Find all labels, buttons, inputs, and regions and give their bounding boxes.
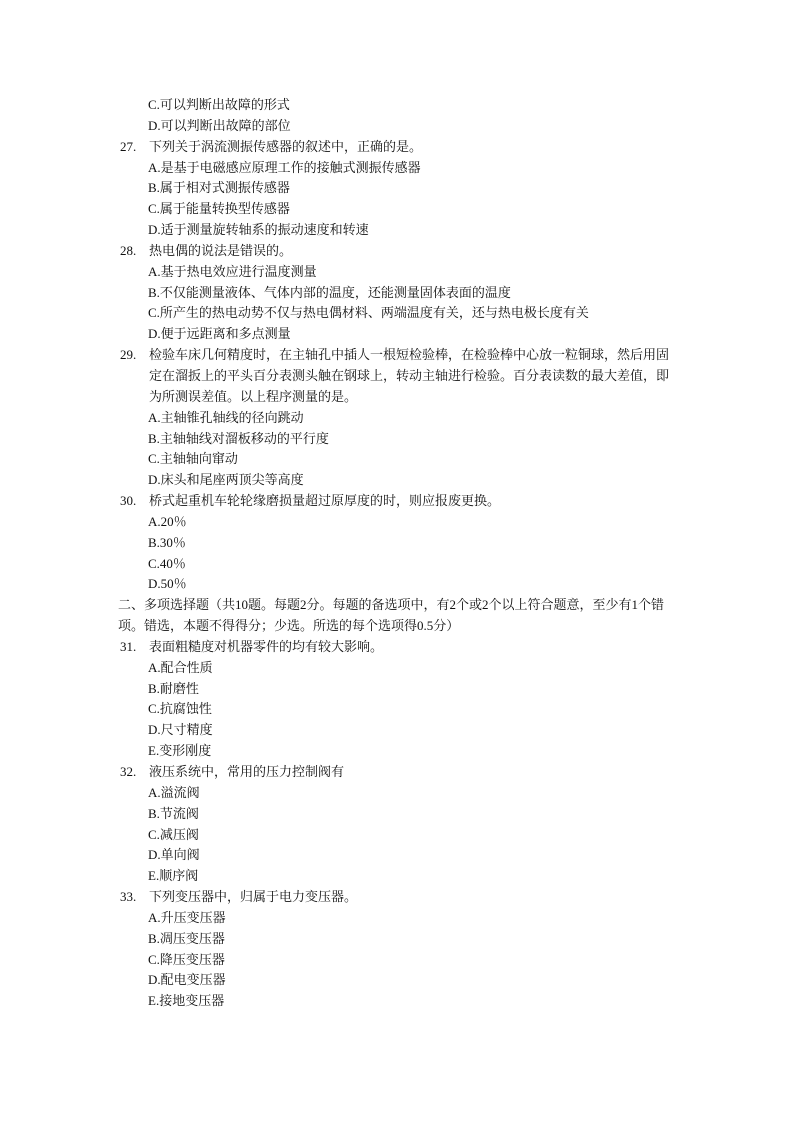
question-31 xyxy=(0,637,673,658)
question-28 xyxy=(0,241,673,262)
option: E.变形刚度 xyxy=(148,743,212,759)
option: E.接地变压器 xyxy=(148,993,225,1009)
question-number: 27. xyxy=(120,138,137,154)
question-text: 桥式起重机车轮轮缘磨损量超过原厚度的时，则应报废更换。 xyxy=(149,493,501,509)
questions-part2 xyxy=(0,637,794,1012)
questions-part1 xyxy=(0,137,794,596)
question-text: 热电偶的说法是错误的。 xyxy=(149,242,293,258)
option: C.主轴轴向窜动 xyxy=(148,451,238,467)
option: A.溢流阀 xyxy=(148,784,200,800)
question-text: 下列变压器中，归属于电力变压器。 xyxy=(149,889,358,905)
option: B.不仅能测量液体、气体内部的温度，还能测量固体表面的温度 xyxy=(148,284,511,300)
question-29 xyxy=(0,345,673,408)
option: A.是基于电磁感应原理工作的接触式测振传感器 xyxy=(148,159,421,175)
option: D.尺寸精度 xyxy=(148,722,213,738)
question-number: 31. xyxy=(120,638,137,654)
question-number: 33. xyxy=(120,889,137,905)
question-text: 表面粗糙度对机器零件的均有较大影响。 xyxy=(149,638,384,654)
question-number: 28. xyxy=(120,242,137,258)
option: D.50％ xyxy=(148,576,187,592)
question-number: 32. xyxy=(120,764,137,779)
option: B.节流阀 xyxy=(148,805,199,821)
question-text: 下列关于涡流测振传感器的叙述中，正确的是。 xyxy=(149,138,423,154)
question-32 xyxy=(0,762,673,783)
option: C.所产生的热电动势不仅与热电偶材料、两端温度有关，还与热电极长度有关 xyxy=(148,305,589,321)
option: B.耐磨性 xyxy=(148,680,199,696)
option: C.减压阀 xyxy=(148,826,199,842)
option: D.单向阀 xyxy=(148,847,200,863)
question-27 xyxy=(0,137,673,158)
question-text: 检验车床几何精度时，在主轴孔中插人一根短检验棒，在检验棒中心放一粒铜球，然后用固定在溜扳上的平头百分表测头触在钢球上，转动主轴进行检验。百分表读数的最大差值，即为所测误差值。以上程序测量的是。 xyxy=(149,347,670,404)
option: A.基于热电效应进行温度测量 xyxy=(148,263,317,279)
option: A.升压变压器 xyxy=(148,909,226,925)
option: A.20％ xyxy=(148,513,187,529)
option: A.配合性质 xyxy=(148,659,213,675)
option: C.40％ xyxy=(148,555,186,571)
option: C.可以判断出故障的形式 xyxy=(148,97,290,112)
option: E.顺序阀 xyxy=(148,868,199,884)
option: D.便于远距离和多点测量 xyxy=(148,326,291,342)
option: D.适于测量旋转轴系的振动速度和转速 xyxy=(148,222,369,238)
question-30 xyxy=(0,491,673,512)
option: D.床头和尾座两顶尖等高度 xyxy=(148,472,304,488)
question-text: 液压系统中，常用的压力控制阀有 xyxy=(149,764,345,779)
option: C.属于能量转换型传感器 xyxy=(148,201,290,217)
question-33 xyxy=(0,887,673,908)
option: A.主轴锥孔轴线的径向跳动 xyxy=(148,409,304,425)
option: B.凋压变压器 xyxy=(148,930,225,946)
question-number: 30. xyxy=(120,493,137,509)
option: B.属于相对式测振传感器 xyxy=(148,180,290,196)
section-header: 二、多项选择题（共10题。每题2分。每题的备选项中，有2个或2个以上符合题意，至少有1个错项。错选，本题不得得分；少选。所选的每个选项得0.5分） xyxy=(118,597,665,634)
option: D.配电变压器 xyxy=(148,972,226,988)
document-page xyxy=(0,95,794,1012)
option: D.可以判断出故障的部位 xyxy=(148,117,291,133)
option: C.降压变压器 xyxy=(148,951,225,967)
option: C.抗腐蚀性 xyxy=(148,701,212,717)
option: B.主轴轴线对溜板移动的平行度 xyxy=(148,430,329,446)
option: B.30％ xyxy=(148,534,186,550)
question-number: 29. xyxy=(120,347,137,363)
